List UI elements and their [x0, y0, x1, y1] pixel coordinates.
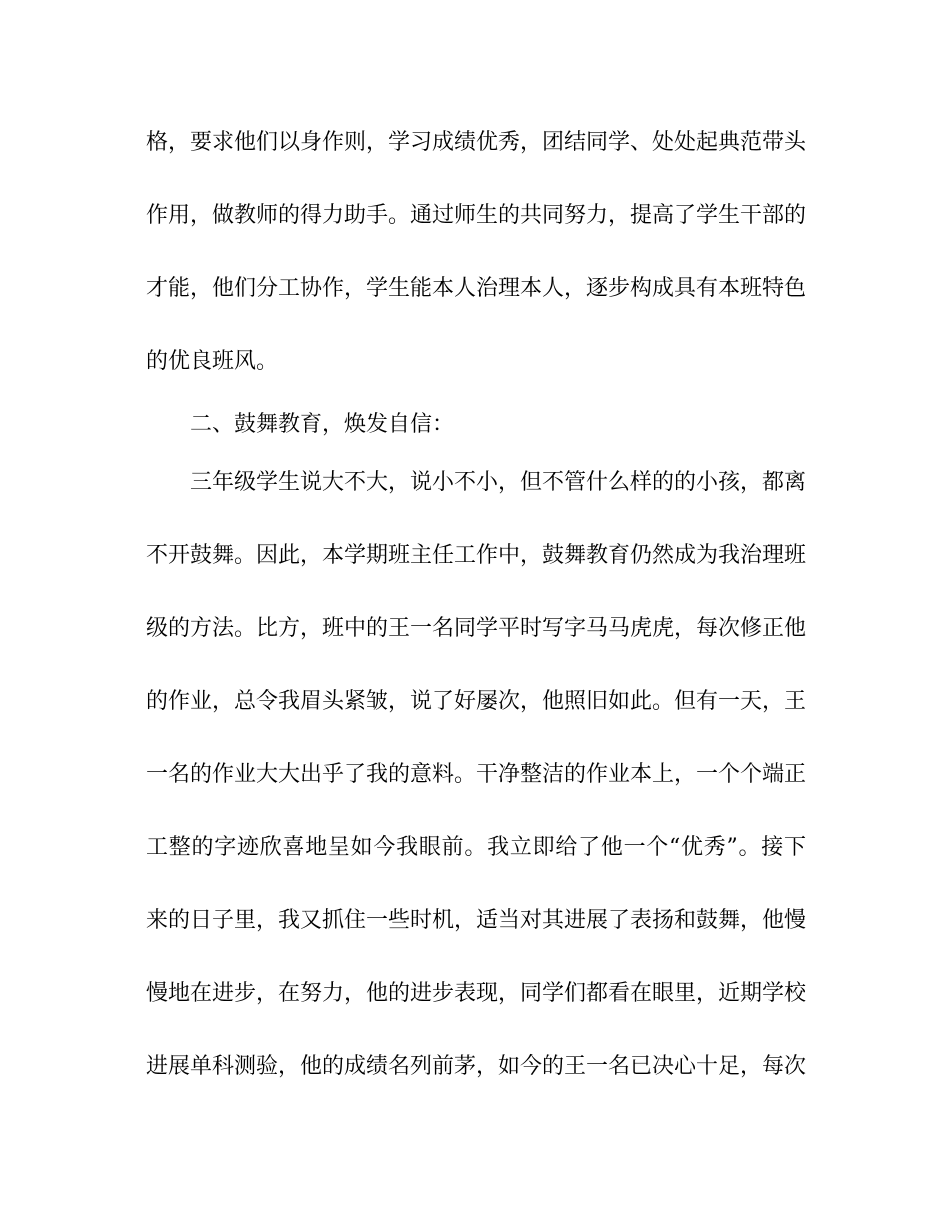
paragraph-line: 来的日子里，我又抓住一些时机，适当对其进展了表扬和鼓舞，他慢 — [146, 908, 807, 933]
paragraph-line: 三年级学生说大不大，说小不小，但不管什么样的的小孩，都离 — [190, 470, 807, 495]
section-heading: 二、鼓舞教育，焕发自信： — [190, 412, 455, 437]
paragraph-line: 工整的字迹欣喜地呈如今我眼前。我立即给了他一个“优秀”。接下 — [146, 835, 806, 860]
paragraph-line: 作用，做教师的得力助手。通过师生的共同努力，提高了学生干部的 — [146, 203, 807, 228]
paragraph-line: 才能，他们分工协作，学生能本人治理本人，逐步构成具有本班特色 — [146, 276, 807, 301]
paragraph-line: 的作业，总令我眉头紧皱，说了好屡次，他照旧如此。但有一天，王 — [146, 689, 807, 714]
paragraph-line: 的优良班风。 — [146, 349, 279, 374]
paragraph-line: 级的方法。比方，班中的王一名同学平时写字马马虎虎，每次修正他 — [146, 616, 807, 641]
paragraph-line: 慢地在进步，在努力，他的进步表现，同学们都看在眼里，近期学校 — [146, 981, 807, 1006]
paragraph-line: 一名的作业大大出乎了我的意料。干净整洁的作业本上，一个个端正 — [146, 762, 807, 787]
paragraph-line: 不开鼓舞。因此，本学期班主任工作中，鼓舞教育仍然成为我治理班 — [146, 543, 807, 568]
paragraph-line: 格，要求他们以身作则，学习成绩优秀，团结同学、处处起典范带头 — [146, 130, 807, 155]
paragraph-line: 进展单科测验，他的成绩名列前茅，如今的王一名已决心十足，每次 — [146, 1054, 807, 1079]
